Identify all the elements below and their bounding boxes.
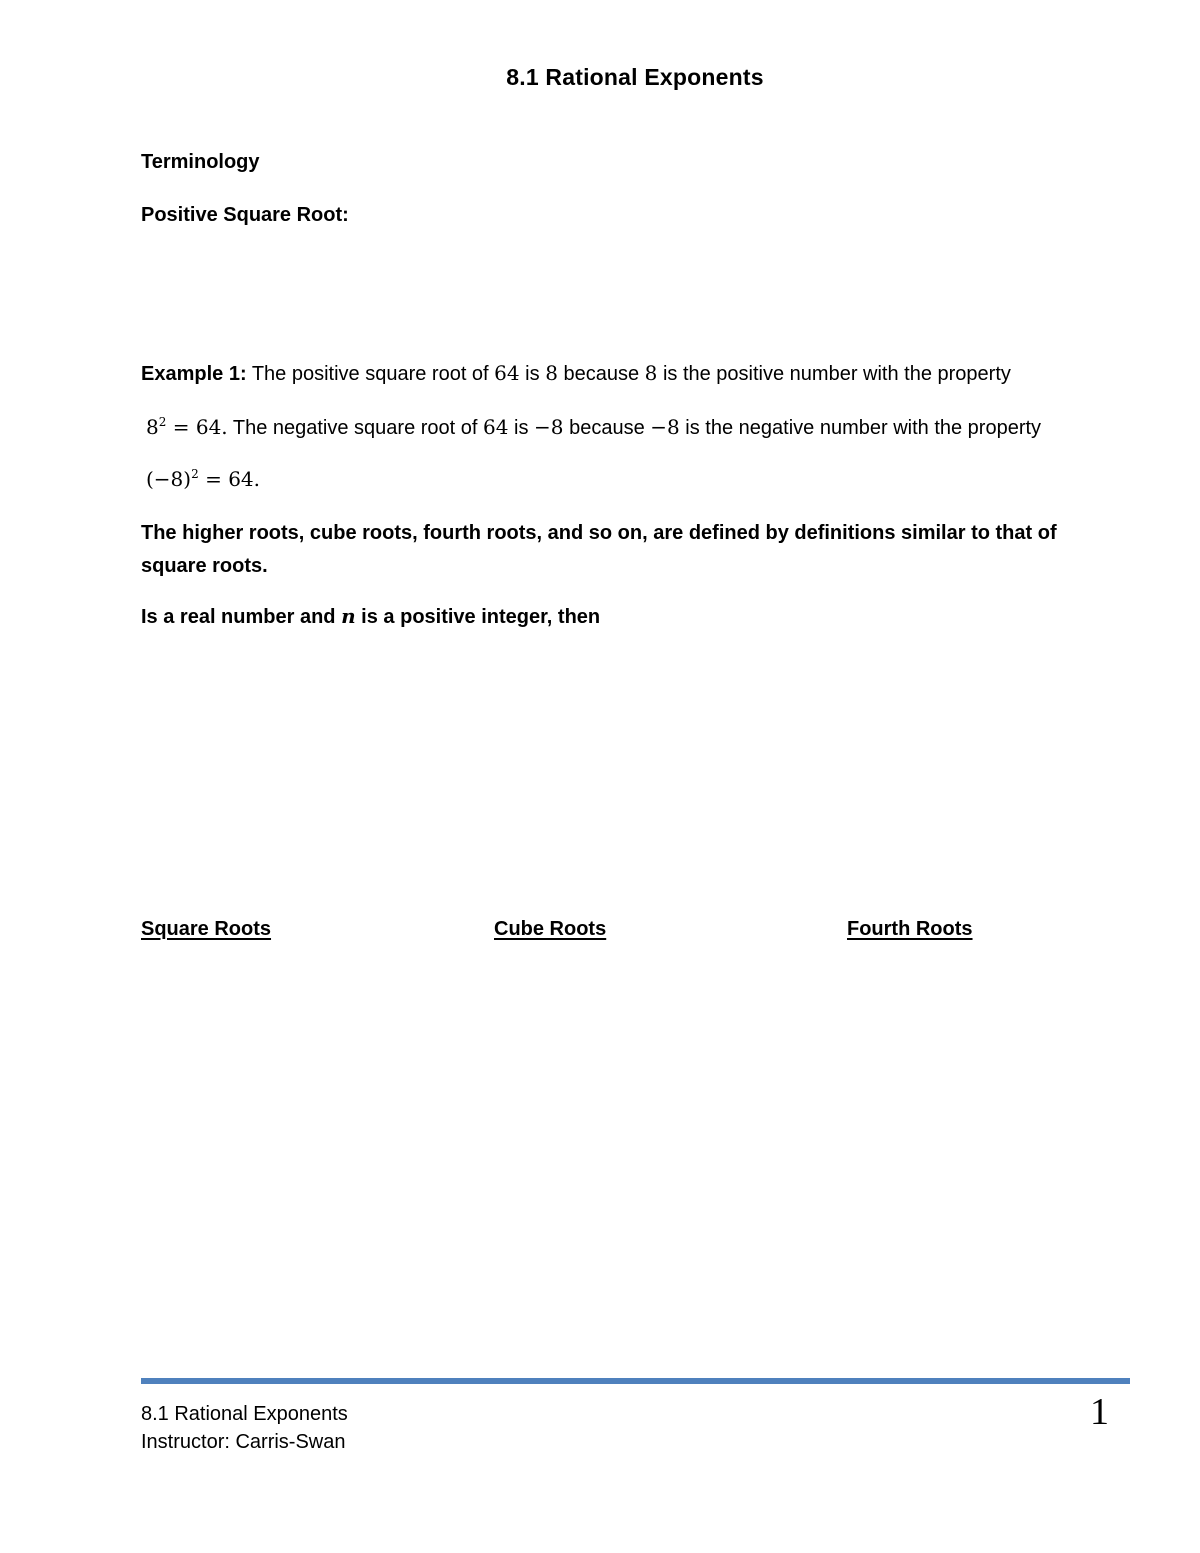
- text-fragment: Is a real number and: [141, 606, 342, 628]
- text-fragment: is a positive integer, then: [355, 606, 601, 628]
- higher-roots-paragraph: The higher roots, cube roots, fourth roots, and so on, are defined by definitions similar to that of square roots.: [141, 522, 1057, 577]
- text-fragment: is the negative number with the property: [679, 417, 1042, 439]
- math-n: n: [341, 604, 356, 628]
- page-title: 8.1 Rational Exponents: [506, 64, 764, 90]
- math-8-squared: $8^2 = 64$.: [146, 415, 228, 439]
- math-8: 8: [545, 361, 558, 385]
- footer-rule: [141, 1378, 1130, 1384]
- example1-label: Example 1:: [141, 363, 247, 385]
- example1-line2: [146, 413, 1041, 442]
- column-heading-fourth-roots: Fourth Roots: [847, 918, 973, 940]
- column-heading-square-roots: Square Roots: [141, 918, 272, 940]
- math-64: 64: [483, 415, 509, 439]
- text-fragment: because: [563, 417, 651, 439]
- text-fragment: because: [557, 363, 645, 385]
- math-64: 64: [494, 361, 520, 385]
- text-fragment: is: [519, 363, 546, 385]
- example1-line3: [146, 465, 260, 494]
- column-heading-cube-roots: Cube Roots: [494, 918, 607, 940]
- math-neg-8: −8: [650, 415, 680, 439]
- text-fragment: is: [508, 417, 535, 439]
- positive-square-root-label: Positive Square Root:: [141, 204, 349, 226]
- page-number: 1: [1090, 1391, 1109, 1433]
- math-neg8-squared: $(-8)^2 = 64$.: [146, 467, 261, 491]
- footer-instructor: Instructor: Carris-Swan: [141, 1431, 346, 1453]
- footer-text: [141, 1400, 348, 1456]
- real-number-sentence: [141, 602, 600, 631]
- math-8: 8: [644, 361, 658, 385]
- terminology-heading: Terminology: [141, 151, 260, 173]
- footer-title: 8.1 Rational Exponents: [141, 1403, 348, 1425]
- example1-line1: [141, 359, 1011, 388]
- example1-text: The positive square root of: [251, 363, 495, 385]
- text-fragment: is the positive number with the property: [657, 363, 1011, 385]
- math-neg-8: −8: [534, 415, 564, 439]
- text-fragment: The negative square root of: [227, 417, 484, 439]
